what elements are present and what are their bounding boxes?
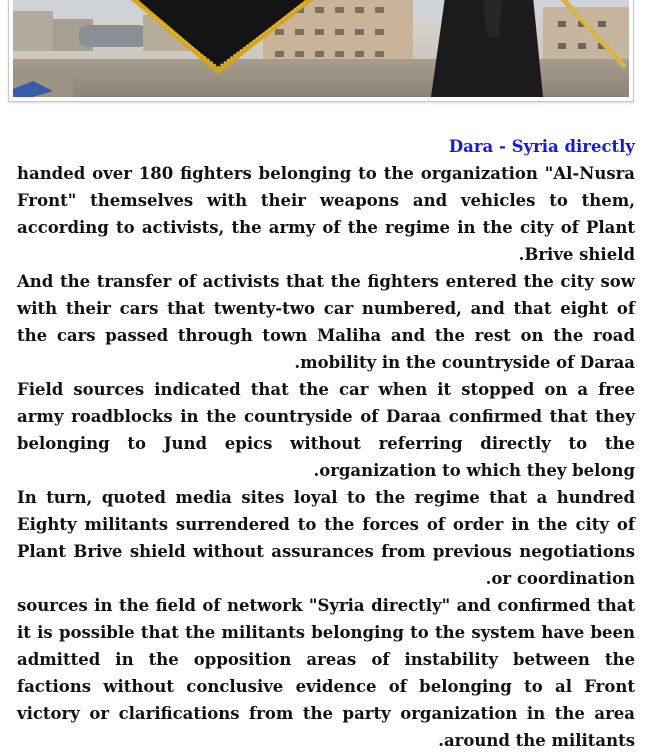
article-byline: Dara - Syria directly <box>448 137 635 156</box>
article-photo-frame <box>8 0 634 102</box>
rooftop-scene-image <box>13 0 629 97</box>
article-photo <box>13 0 629 97</box>
article-paragraph: sources in the field of network "Syria directly" and confirmed that it is possible that the militants belonging to the system have been admitted in the opposition areas of instability between the factions without conclusive evidence of belonging to al Front victory or clarifications from the party organization in the area around the militants. <box>17 596 635 750</box>
article-paragraph: handed over 180 fighters belonging to the organization "Al-Nusra Front" themselves with their weapons and vehicles to them, according to activists, the army of the regime in the city of Plant Brive shield. <box>17 164 635 264</box>
article-body <box>17 133 635 754</box>
article-paragraph: And the transfer of activists that the fighters entered the city sow with their cars that twenty-two car numbered, and that eight of the cars passed through town Maliha and the rest on the road mobility in the countryside of Daraa. <box>17 272 635 372</box>
article-paragraph: Field sources indicated that the car when it stopped on a free army roadblocks in the countryside of Daraa confirmed that they belonging to Jund epics without referring directly to the organization to which they belong. <box>17 380 635 480</box>
article-paragraph: In turn, quoted media sites loyal to the regime that a hundred Eighty militants surrendered to the forces of order in the city of Plant Brive shield without assurances from previous negotiations or coordination. <box>17 488 635 588</box>
